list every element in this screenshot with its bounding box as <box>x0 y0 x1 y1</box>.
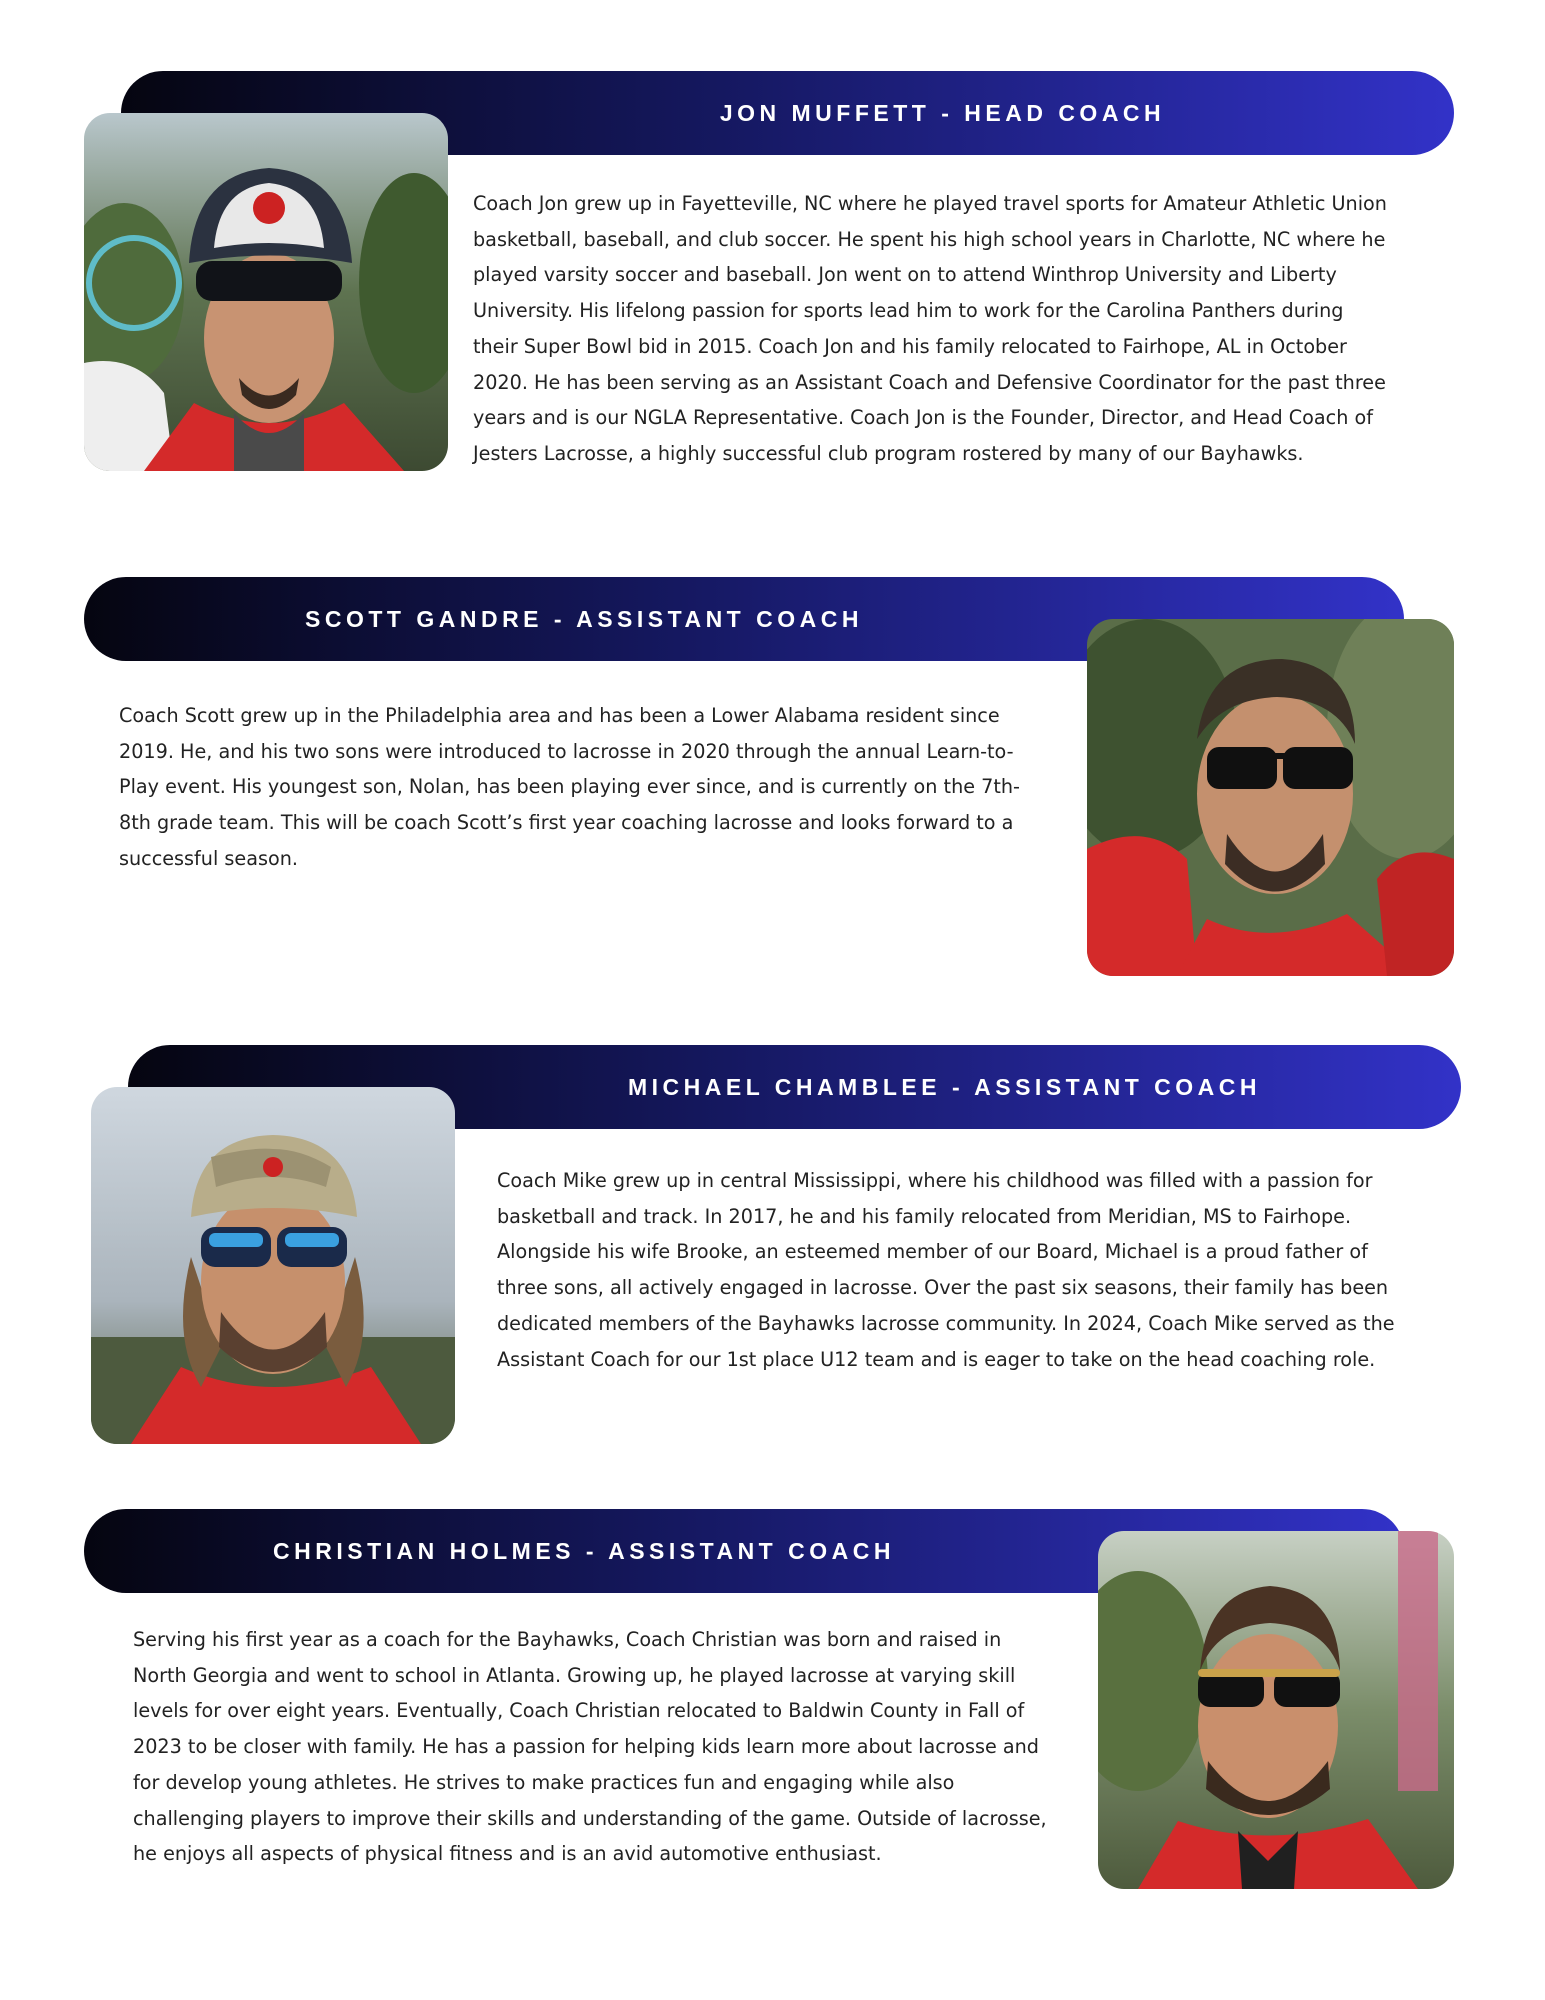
coach-heading-text: CHRISTIAN HOLMES - ASSISTANT COACH <box>273 1537 895 1564</box>
coach-photo-christian-holmes <box>1098 1531 1454 1889</box>
coach-bio: Coach Scott grew up in the Philadelphia area and has been a Lower Alabama resident since 2019. He, and his two sons were introduced to lacrosse in 2020 through the annual Learn-to-Play event. His youngest son, Nolan, has been playing ever since, and is currently on the 7th-8th grade team. This will be coach Scott’s first year coaching lacrosse and looks forward to a successful season. <box>119 704 1020 870</box>
coach-bio: Coach Jon grew up in Fayetteville, NC where he played travel sports for Amateur Athletic Union basketball, baseball, and club soccer. He spent his high school years in Charlotte, NC where he played varsity soccer and baseball. Jon went on to attend Winthrop University and Liberty University. His lifelong passion for sports lead him to work for the Carolina Panthers during their Super Bowl bid in 2015. Coach Jon and his family relocated to Fairhope, AL in October 2020. He has been serving as an Assistant Coach and Defensive Coordinator for the past three years and is our NGLA Representative. Coach Jon is the Founder, Director, and Head Coach of Jesters Lacrosse, a highly successful club program rostered by many of our Bayhawks. <box>473 192 1387 465</box>
coach-photo-scott-gandre <box>1087 619 1454 976</box>
coach-bio: Serving his first year as a coach for the Bayhawks, Coach Christian was born and raised in North Georgia and went to school in Atlanta. Growing up, he played lacrosse at varying skill levels for over eight years. Eventually, Coach Christian relocated to Baldwin County in Fall of 2023 to be closer with family. He has a passion for helping kids learn more about lacrosse and for develop young athletes. He strives to make practices fun and engaging while also challenging players to improve their skills and understanding of the game. Outside of lacrosse, he enjoys all aspects of physical fitness and is an avid automotive enthusiast. <box>133 1628 1047 1866</box>
coach-photo-icon <box>1098 1531 1454 1889</box>
coach-photo-icon <box>1087 619 1454 976</box>
coach-photo-michael-chamblee <box>91 1087 455 1444</box>
coach-heading-text: JON MUFFETT - HEAD COACH <box>719 99 1166 126</box>
coach-photo-jon-muffett <box>84 113 448 471</box>
coach-photo-icon <box>91 1087 455 1444</box>
coach-bio: Coach Mike grew up in central Mississippi, where his childhood was filled with a passion for basketball and track. In 2017, he and his family relocated from Meridian, MS to Fairhope. Alongside his wife Brooke, an esteemed member of our Board, Michael is a proud father of three sons, all actively engaged in lacrosse. Over the past six seasons, their family has been dedicated members of the Bayhawks lacrosse community. In 2024, Coach Mike served as the Assistant Coach for our 1st place U12 team and is eager to take on the head coaching role. <box>497 1169 1395 1371</box>
coach-heading-text: MICHAEL CHAMBLEE - ASSISTANT COACH <box>627 1073 1261 1100</box>
coach-photo-icon <box>84 113 448 471</box>
coach-heading-text: SCOTT GANDRE - ASSISTANT COACH <box>305 605 863 632</box>
